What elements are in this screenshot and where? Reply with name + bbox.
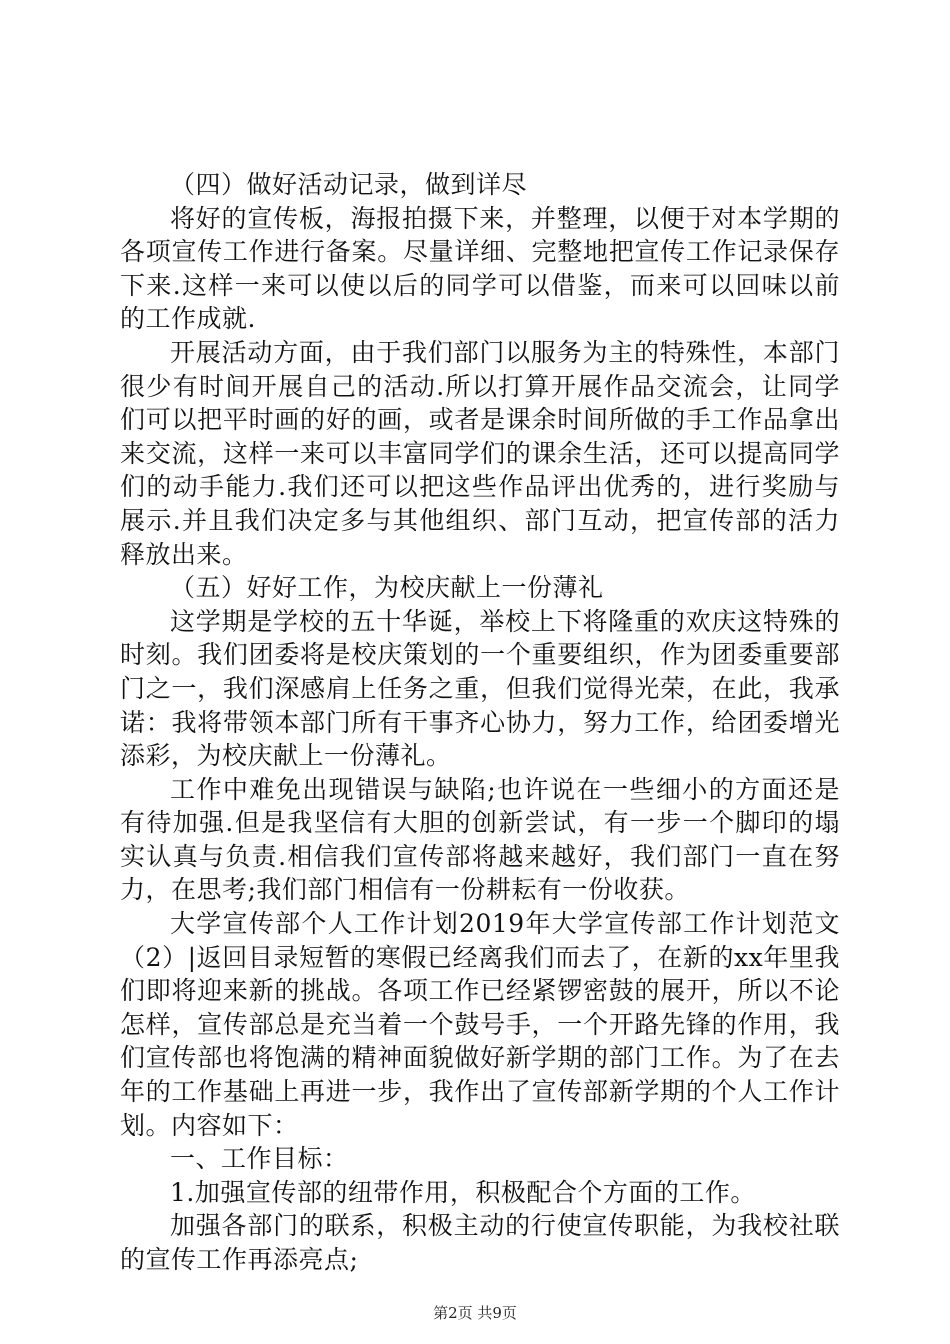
- list-item: 1.加强宣传部的纽带作用，积极配合个方面的工作。: [170, 1177, 756, 1207]
- page-number-footer: 第2页 共9页: [433, 1304, 517, 1322]
- paragraph: 大学宣传部个人工作计划2019年大学宣传部工作计划范文（2）|返回目录短暂的寒假已经离我们而去了，在新的xx年里我们即将迎来新的挑战。各项工作已经紧锣密鼓的展开，所以不论怎样，宣传部总是充当着一个鼓号手，一个开路先锋的作用，我们宣传部也将饱满的精神面貌做好新学期的部门工作。为了在去年的工作基础上再进一步，我作出了宣传部新学期的个人工作计划。内容如下：: [120, 909, 840, 1140]
- paragraph: 加强各部门的联系，积极主动的行使宣传职能，为我校社联的宣传工作再添亮点;: [120, 1211, 840, 1274]
- paragraph: 这学期是学校的五十华诞，举校上下将隆重的欢庆这特殊的时刻。我们团委将是校庆策划的一个重要组织，作为团委重要部门之一，我们深感肩上任务之重，但我们觉得光荣，在此，我承诺：我将带领本部门所有干事齐心协力，努力工作，给团委增光添彩，为校庆献上一份薄礼。: [120, 606, 840, 771]
- paragraph: 将好的宣传板，海报拍摄下来，并整理，以便于对本学期的各项宣传工作进行备案。尽量详细、完整地把宣传工作记录保存下来.这样一来可以使以后的同学可以借鉴，而来可以回味以前的工作成就.: [120, 203, 840, 334]
- paragraph: 工作中难免出现错误与缺陷;也许说在一些细小的方面还是有待加强.但是我坚信有大胆的创新尝试，有一步一个脚印的塌实认真与负责.相信我们宣传部将越来越好，我们部门一直在努力，在思考;我们部门相信有一份耕耘有一份收获。: [120, 774, 840, 905]
- section-heading-five: （五）好好工作，为校庆献上一份薄礼: [170, 573, 604, 603]
- list-heading: 一、工作目标：: [170, 1144, 349, 1174]
- paragraph: 开展活动方面，由于我们部门以服务为主的特殊性，本部门很少有时间开展自己的活动.所以打算开展作品交流会，让同学们可以把平时画的好的画，或者是课余时间所做的手工作品拿出来交流，这样一来可以丰富同学们的课余生活，还可以提高同学们的动手能力.我们还可以把这些作品评出优秀的，进行奖励与展示.并且我们决定多与其他组织、部门互动，把宣传部的活力释放出来。: [120, 337, 840, 569]
- document-body: [120, 168, 840, 1277]
- section-heading-four: （四）做好活动记录，做到详尽: [170, 170, 528, 199]
